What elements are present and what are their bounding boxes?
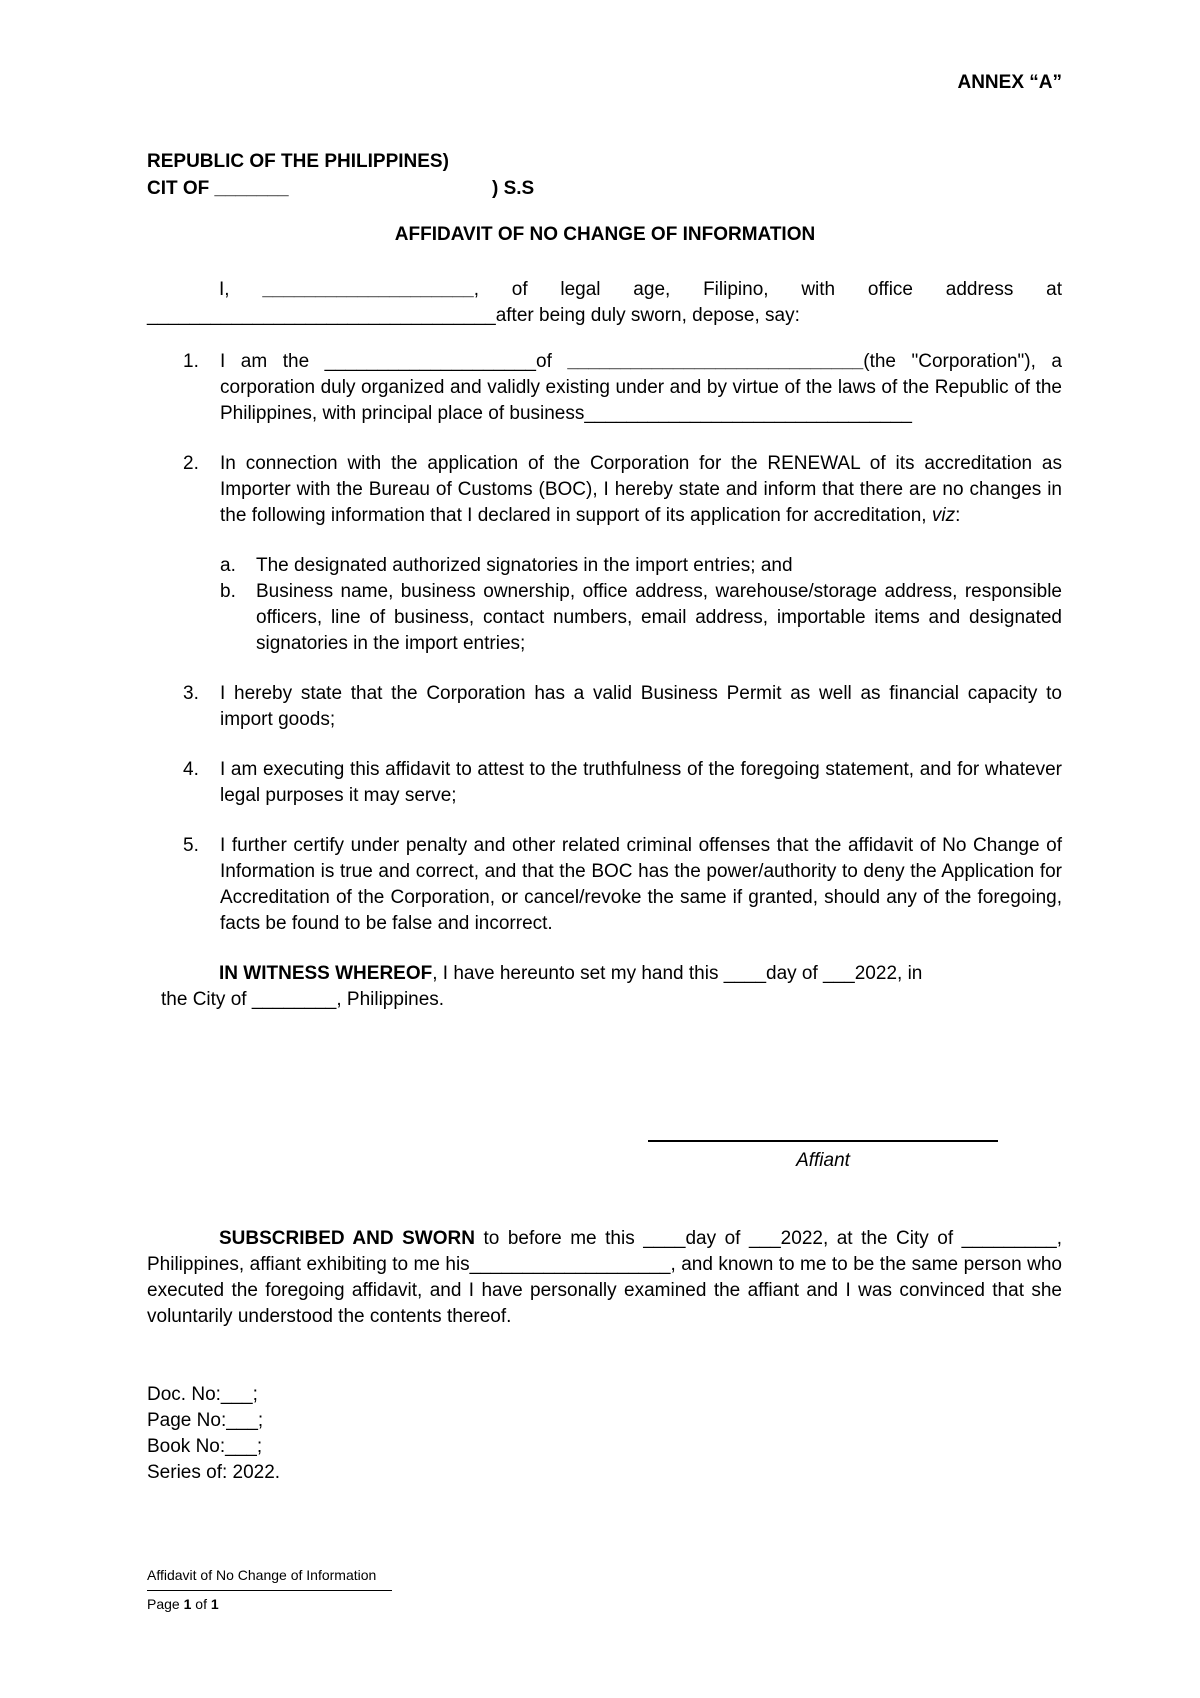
affiant-signature-block [648,1140,998,1172]
sub-item-text: Business name, business ownership, office address, warehouse/storage address, responsible officers, line of business, contact numbers, email address, importable items and designated signatories in the import entries; [256,581,1062,654]
jurat-block [147,1226,1062,1330]
list-item [147,349,1062,427]
book-number: Book No:___; [147,1436,263,1457]
page-footer [147,1566,392,1613]
item-number: 4. [183,759,199,780]
witness-text: , I have hereunto set my hand this ____day of ___2022, in [432,963,923,984]
item-number: 1. [183,351,199,372]
list-item [147,757,1062,809]
sub-item-letter: b. [220,581,236,602]
annex-label: ANNEX “A” [957,72,1062,93]
ss-label: ) S.S [492,178,535,199]
page-of: of [191,1596,211,1612]
corporation-blank: ____________________________ [567,351,864,372]
current-page: 1 [183,1596,192,1612]
item-text: I further certify under penalty and other related criminal offenses that the affidavit of No Change of Information is true and correct, and that the BOC has the power/authority to deny the Application for Accreditation of the Corporation, or cancel/revoke the same if granted, should any of the foregoing, facts be found to be false and incorrect. [220,835,1062,934]
witness-paragraph [147,961,1062,987]
item-number: 2. [183,453,199,474]
jurat-heading: SUBSCRIBED AND SWORN [219,1228,475,1249]
item-text: : [955,505,961,526]
intro-paragraph [147,277,1062,329]
intro-part1: I, [219,279,263,300]
page-number-entry: Page No:___; [147,1410,264,1431]
viz-text: viz [931,505,956,526]
item-text: (the "Corporation"), a corporation duly organized and validly existing under and by virtue of the laws of the Republic of the Philippines, with principal place of business_______________________________ [220,351,1062,424]
statement-list [147,349,1062,937]
sub-list [220,553,1062,657]
jurat-text: to before me this ____day of ___2022, at the City of _________, Philippines, affiant exhibiting to me his___________________, and known to me to be the same person who executed the foregoing affidavit, and I have personally examined the affiant and I was convinced that she voluntarily understood the contents thereof. [147,1228,1063,1327]
page-indicator [147,1595,392,1613]
total-pages: 1 [210,1596,219,1612]
witness-heading: IN WITNESS WHEREOF [219,963,433,984]
affidavit-body [147,277,1062,1013]
page-prefix: Page [147,1596,184,1612]
series-entry: Series of: 2022. [147,1462,281,1483]
document-title: AFFIDAVIT OF NO CHANGE OF INFORMATION [394,224,816,245]
notarial-register [147,1382,280,1486]
sub-list-item [220,579,1062,657]
footer-rule [147,1590,392,1591]
list-item [147,833,1062,937]
item-text: In connection with the application of the Corporation for the RENEWAL of its accreditation as Importer with the Bureau of Customs (BOC), I hereby state and inform that there are no changes in the following information that I declared in support of its application for accreditation, [220,453,1062,526]
footer-title: Affidavit of No Change of Information [147,1567,377,1583]
witness-city-line: the City of ________, Philippines. [161,989,445,1010]
sub-item-text: The designated authorized signatories in the import entries; and [256,555,793,576]
item-number: 5. [183,835,199,856]
item-text: I hereby state that the Corporation has a valid Business Permit as well as financial capacity to import goods; [220,683,1062,730]
republic-line: REPUBLIC OF THE PHILIPPINES) [147,151,449,172]
venue-block [147,148,535,202]
city-label: CIT OF _______ [147,178,289,199]
sub-item-letter: a. [220,555,236,576]
city-line [147,175,535,202]
affiant-label: Affiant [796,1150,850,1171]
item-text: I am the ____________________of [220,351,568,372]
intro-part2: , of legal age, Filipino, with office address at _________________________________after being duly sworn, depose, say: [147,279,1062,326]
name-blank: ____________________ [262,279,474,300]
list-item [147,681,1062,733]
list-item [147,451,1062,657]
doc-number: Doc. No:___; [147,1384,258,1405]
signature-line [648,1140,998,1142]
item-text: I am executing this affidavit to attest to the truthfulness of the foregoing statement, and for whatever legal purposes it may serve; [220,759,1062,806]
sub-list-item [220,553,1062,579]
jurat-paragraph [147,1226,1062,1330]
item-number: 3. [183,683,199,704]
